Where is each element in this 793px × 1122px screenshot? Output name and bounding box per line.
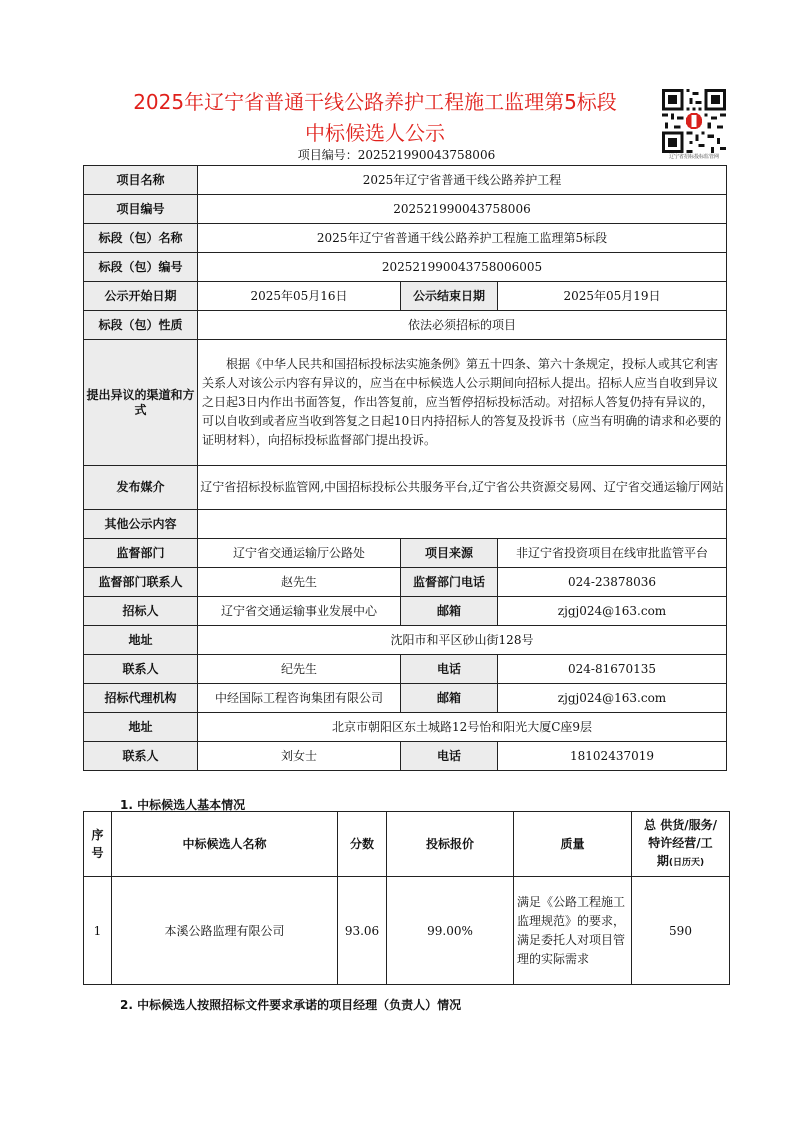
candidates-header-row [84, 812, 730, 877]
label-supervisor: 监督部门 [84, 539, 198, 568]
label-agency-address: 地址 [84, 713, 198, 742]
cell-period: 590 [632, 877, 730, 985]
label-sup-phone: 监督部门电话 [401, 568, 498, 597]
label-sup-contact: 监督部门联系人 [84, 568, 198, 597]
label-tenderer-contact: 联系人 [84, 655, 198, 684]
value-agency: 中经国际工程咨询集团有限公司 [198, 684, 401, 713]
value-section-number: 202521990043758006005 [198, 253, 727, 282]
value-tenderer-email: zjgj024@163.com [498, 597, 727, 626]
row-dates [84, 282, 727, 311]
value-objection: 根据《中华人民共和国招标投标法实施条例》第五十四条、第六十条规定，投标人或其它利害关系人对该公示内容有异议的，应当在中标候选人公示期间向招标人提出。招标人应当自收到异议之日起3日内作出书面答复，作出答复前，应当暂停招标投标活动。对招标人答复仍持有异议的，可以自收到或者应当收到答复之日起10日内持招标人的答复及投诉书（应当有明确的请求和必要的证明材料），向招标投标监督部门提出投诉。 [198, 340, 727, 466]
value-tenderer-address: 沈阳市和平区砂山街128号 [198, 626, 727, 655]
label-section-number: 标段（包）编号 [84, 253, 198, 282]
label-nature: 标段（包）性质 [84, 311, 198, 340]
row-agency-address [84, 713, 727, 742]
value-sup-phone: 024-23878036 [498, 568, 727, 597]
label-section-name: 标段（包）名称 [84, 224, 198, 253]
cell-price: 99.00% [387, 877, 514, 985]
row-project-number [84, 195, 727, 224]
value-tenderer-contact: 纪先生 [198, 655, 401, 684]
page-subtitle: 中标候选人公示 [305, 121, 445, 145]
table-row [84, 877, 730, 985]
label-project-number: 项目编号 [84, 195, 198, 224]
label-tenderer: 招标人 [84, 597, 198, 626]
value-nature: 依法必须招标的项目 [198, 311, 727, 340]
label-tenderer-address: 地址 [84, 626, 198, 655]
label-agency-email: 邮箱 [401, 684, 498, 713]
header-period-line2: 特许经营/工 [648, 836, 713, 850]
label-tenderer-phone: 电话 [401, 655, 498, 684]
qr-caption: 辽宁省招标投标监管网 [668, 154, 719, 160]
label-agency: 招标代理机构 [84, 684, 198, 713]
label-objection: 提出异议的渠道和方式 [84, 340, 198, 466]
project-number-line: 项目编号：202521990043758006 [297, 148, 496, 162]
row-other [84, 510, 727, 539]
header-quality: 质量 [514, 812, 632, 877]
value-agency-address: 北京市朝阳区东土城路12号怡和阳光大厦C座9层 [198, 713, 727, 742]
cell-quality: 满足《公路工程施工监理规范》的要求，满足委托人对项目管理的实际需求 [514, 877, 632, 985]
row-tenderer-address [84, 626, 727, 655]
row-project-name [84, 166, 727, 195]
row-agency-contact [84, 742, 727, 771]
value-project-name: 2025年辽宁省普通干线公路养护工程 [198, 166, 727, 195]
value-tenderer: 辽宁省交通运输事业发展中心 [198, 597, 401, 626]
header-score: 分数 [338, 812, 387, 877]
cell-no: 1 [84, 877, 112, 985]
value-project-number: 202521990043758006 [198, 195, 727, 224]
label-project-name: 项目名称 [84, 166, 198, 195]
row-tenderer [84, 597, 727, 626]
row-tenderer-contact [84, 655, 727, 684]
label-media: 发布媒介 [84, 466, 198, 510]
header-period [632, 812, 730, 877]
header-name: 中标候选人名称 [112, 812, 338, 877]
cell-name: 本溪公路监理有限公司 [112, 877, 338, 985]
row-section-name [84, 224, 727, 253]
label-tenderer-email: 邮箱 [401, 597, 498, 626]
section-heading-project-manager: 2. 中标候选人按照招标文件要求承诺的项目经理（负责人）情况 [120, 998, 462, 1012]
tender-info-table [83, 165, 727, 771]
row-nature [84, 311, 727, 340]
label-source: 项目来源 [401, 539, 498, 568]
candidates-table [83, 811, 730, 985]
value-agency-contact: 刘女士 [198, 742, 401, 771]
value-other [198, 510, 727, 539]
header-no: 序号 [84, 812, 112, 877]
label-other: 其他公示内容 [84, 510, 198, 539]
row-objection [84, 340, 727, 466]
row-media [84, 466, 727, 510]
section-heading-candidates: 1. 中标候选人基本情况 [120, 798, 246, 812]
header-period-line1: 总 供货/服务/ [644, 818, 717, 832]
value-start-date: 2025年05月16日 [198, 282, 401, 311]
value-end-date: 2025年05月19日 [498, 282, 727, 311]
header-period-word: 期 [656, 854, 669, 868]
qr-code-image [662, 89, 726, 153]
value-section-name: 2025年辽宁省普通干线公路养护工程施工监理第5标段 [198, 224, 727, 253]
header-period-unit: (日历天) [668, 858, 705, 868]
value-sup-contact: 赵先生 [198, 568, 401, 597]
value-tenderer-phone: 024-81670135 [498, 655, 727, 684]
label-agency-contact: 联系人 [84, 742, 198, 771]
value-media: 辽宁省招标投标监管网,中国招标投标公共服务平台,辽宁省公共资源交易网、辽宁省交通运输厅网站 [198, 466, 727, 510]
value-agency-email: zjgj024@163.com [498, 684, 727, 713]
cell-score: 93.06 [338, 877, 387, 985]
label-start-date: 公示开始日期 [84, 282, 198, 311]
page-title: 2025年辽宁省普通干线公路养护工程施工监理第5标段 [133, 90, 617, 114]
value-source: 非辽宁省投资项目在线审批监管平台 [498, 539, 727, 568]
label-end-date: 公示结束日期 [401, 282, 498, 311]
row-supervisor-contact [84, 568, 727, 597]
header-period-line3 [634, 852, 727, 872]
label-agency-phone: 电话 [401, 742, 498, 771]
value-supervisor: 辽宁省交通运输厅公路处 [198, 539, 401, 568]
header-price: 投标报价 [387, 812, 514, 877]
value-agency-phone: 18102437019 [498, 742, 727, 771]
row-agency [84, 684, 727, 713]
row-supervisor [84, 539, 727, 568]
row-section-number [84, 253, 727, 282]
